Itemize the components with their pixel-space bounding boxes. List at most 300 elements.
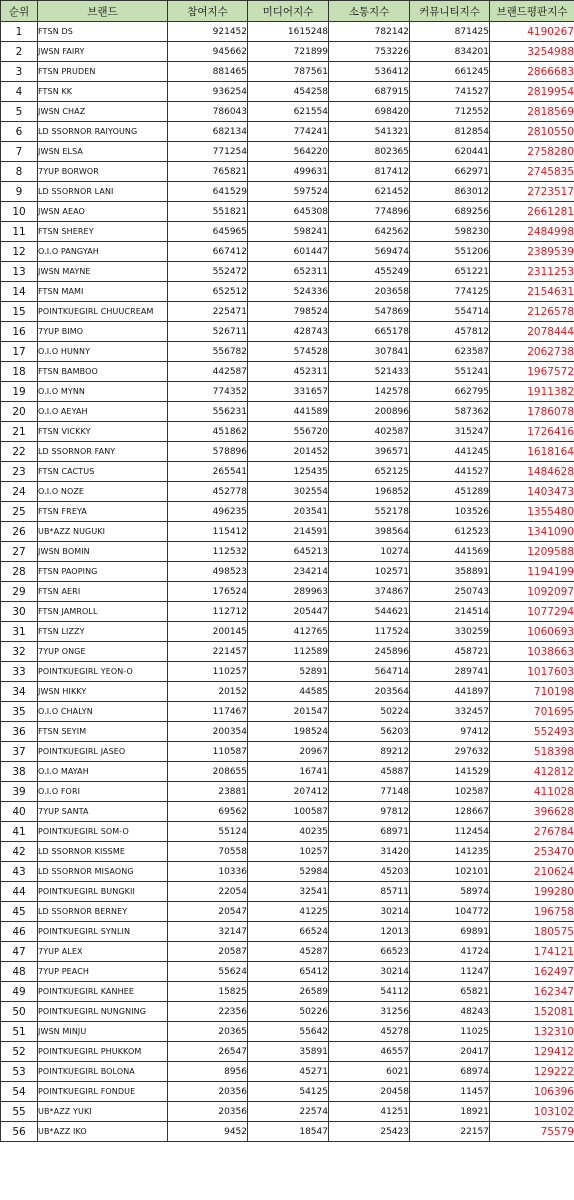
communication-index-cell: 45203 xyxy=(329,862,410,882)
brand-cell: POINTKUEGIRL PHUKKOM xyxy=(38,1042,168,1062)
communication-index-cell: 30214 xyxy=(329,902,410,922)
brand-cell: JWSN CHAZ xyxy=(38,102,168,122)
participation-index-cell: 442587 xyxy=(168,362,248,382)
communication-index-cell: 374867 xyxy=(329,582,410,602)
participation-index-cell: 9452 xyxy=(168,1122,248,1142)
media-index-cell: 302554 xyxy=(248,482,329,502)
community-index-cell: 834201 xyxy=(410,42,490,62)
media-index-cell: 428743 xyxy=(248,322,329,342)
brand-cell: FTSN JAMROLL xyxy=(38,602,168,622)
table-body xyxy=(1,22,574,1142)
brand-reputation-index-cell: 129222 xyxy=(490,1062,574,1082)
media-index-cell: 441589 xyxy=(248,402,329,422)
participation-index-cell: 15825 xyxy=(168,982,248,1002)
communication-index-cell: 30214 xyxy=(329,962,410,982)
media-index-cell: 40235 xyxy=(248,822,329,842)
participation-index-cell: 556231 xyxy=(168,402,248,422)
participation-index-cell: 117467 xyxy=(168,702,248,722)
brand-cell: O.I.O MAYAH xyxy=(38,762,168,782)
communication-index-cell: 10274 xyxy=(329,542,410,562)
brand-cell: FTSN CACTUS xyxy=(38,462,168,482)
table-row xyxy=(1,502,574,522)
brand-cell: 7YUP ALEX xyxy=(38,942,168,962)
community-index-cell: 441569 xyxy=(410,542,490,562)
rank-cell: 21 xyxy=(1,422,38,442)
brand-reputation-index-cell: 2723517 xyxy=(490,182,574,202)
table-row xyxy=(1,322,574,342)
table-row xyxy=(1,462,574,482)
brand-reputation-index-cell: 2154631 xyxy=(490,282,574,302)
brand-reputation-index-cell: 2819954 xyxy=(490,82,574,102)
community-index-cell: 661245 xyxy=(410,62,490,82)
community-index-cell: 612523 xyxy=(410,522,490,542)
brand-cell: 7YUP SANTA xyxy=(38,802,168,822)
table-row xyxy=(1,242,574,262)
media-index-cell: 205447 xyxy=(248,602,329,622)
media-index-cell: 645308 xyxy=(248,202,329,222)
participation-index-cell: 112712 xyxy=(168,602,248,622)
media-index-cell: 26589 xyxy=(248,982,329,1002)
media-index-cell: 198524 xyxy=(248,722,329,742)
table-row xyxy=(1,162,574,182)
rank-cell: 12 xyxy=(1,242,38,262)
communication-index-cell: 25423 xyxy=(329,1122,410,1142)
brand-cell: 7YUP BIMO xyxy=(38,322,168,342)
rank-cell: 34 xyxy=(1,682,38,702)
participation-index-cell: 667412 xyxy=(168,242,248,262)
rank-cell: 36 xyxy=(1,722,38,742)
community-index-cell: 214514 xyxy=(410,602,490,622)
communication-index-cell: 142578 xyxy=(329,382,410,402)
brand-cell: POINTKUEGIRL NUNGNING xyxy=(38,1002,168,1022)
brand-cell: O.I.O MYNN xyxy=(38,382,168,402)
brand-cell: POINTKUEGIRL BOLONA xyxy=(38,1062,168,1082)
communication-index-cell: 89212 xyxy=(329,742,410,762)
communication-index-cell: 54112 xyxy=(329,982,410,1002)
communication-index-cell: 117524 xyxy=(329,622,410,642)
community-index-cell: 330259 xyxy=(410,622,490,642)
brand-reputation-index-cell: 1403473 xyxy=(490,482,574,502)
participation-index-cell: 20547 xyxy=(168,902,248,922)
participation-index-cell: 451862 xyxy=(168,422,248,442)
table-row xyxy=(1,862,574,882)
header-community-index: 커뮤니티지수 xyxy=(410,1,490,22)
brand-cell: POINTKUEGIRL YEON-O xyxy=(38,662,168,682)
media-index-cell: 66524 xyxy=(248,922,329,942)
media-index-cell: 1615248 xyxy=(248,22,329,42)
community-index-cell: 128667 xyxy=(410,802,490,822)
rank-cell: 4 xyxy=(1,82,38,102)
table-row xyxy=(1,1102,574,1122)
brand-reputation-index-cell: 2758280 xyxy=(490,142,574,162)
rank-cell: 45 xyxy=(1,902,38,922)
media-index-cell: 234214 xyxy=(248,562,329,582)
table-row xyxy=(1,902,574,922)
media-index-cell: 54125 xyxy=(248,1082,329,1102)
media-index-cell: 574528 xyxy=(248,342,329,362)
participation-index-cell: 110257 xyxy=(168,662,248,682)
rank-cell: 17 xyxy=(1,342,38,362)
media-index-cell: 65412 xyxy=(248,962,329,982)
brand-cell: JWSN HIKKY xyxy=(38,682,168,702)
brand-cell: POINTKUEGIRL FONDUE xyxy=(38,1082,168,1102)
brand-cell: JWSN BOMIN xyxy=(38,542,168,562)
table-row xyxy=(1,642,574,662)
community-index-cell: 623587 xyxy=(410,342,490,362)
communication-index-cell: 698420 xyxy=(329,102,410,122)
participation-index-cell: 23881 xyxy=(168,782,248,802)
brand-reputation-index-cell: 1209588 xyxy=(490,542,574,562)
participation-index-cell: 112532 xyxy=(168,542,248,562)
community-index-cell: 68974 xyxy=(410,1062,490,1082)
community-index-cell: 41724 xyxy=(410,942,490,962)
brand-reputation-index-cell: 412812 xyxy=(490,762,574,782)
community-index-cell: 11247 xyxy=(410,962,490,982)
participation-index-cell: 20587 xyxy=(168,942,248,962)
brand-cell: FTSN PRUDEN xyxy=(38,62,168,82)
participation-index-cell: 176524 xyxy=(168,582,248,602)
community-index-cell: 689256 xyxy=(410,202,490,222)
table-row xyxy=(1,482,574,502)
brand-cell: POINTKUEGIRL KANHEE xyxy=(38,982,168,1002)
table-row xyxy=(1,102,574,122)
community-index-cell: 141235 xyxy=(410,842,490,862)
participation-index-cell: 498523 xyxy=(168,562,248,582)
rank-cell: 47 xyxy=(1,942,38,962)
media-index-cell: 774241 xyxy=(248,122,329,142)
communication-index-cell: 569474 xyxy=(329,242,410,262)
communication-index-cell: 402587 xyxy=(329,422,410,442)
brand-reputation-index-cell: 2745835 xyxy=(490,162,574,182)
brand-cell: LD SSORNOR FANY xyxy=(38,442,168,462)
brand-reputation-index-cell: 253470 xyxy=(490,842,574,862)
participation-index-cell: 771254 xyxy=(168,142,248,162)
media-index-cell: 652311 xyxy=(248,262,329,282)
community-index-cell: 332457 xyxy=(410,702,490,722)
participation-index-cell: 69562 xyxy=(168,802,248,822)
brand-cell: UB*AZZ YUKI xyxy=(38,1102,168,1122)
participation-index-cell: 526711 xyxy=(168,322,248,342)
media-index-cell: 798524 xyxy=(248,302,329,322)
table-row xyxy=(1,942,574,962)
participation-index-cell: 20356 xyxy=(168,1102,248,1122)
media-index-cell: 452311 xyxy=(248,362,329,382)
rank-cell: 48 xyxy=(1,962,38,982)
brand-cell: 7YUP PEACH xyxy=(38,962,168,982)
brand-reputation-index-cell: 552493 xyxy=(490,722,574,742)
brand-reputation-index-cell: 4190267 xyxy=(490,22,574,42)
header-brand: 브랜드 xyxy=(38,1,168,22)
table-row xyxy=(1,722,574,742)
community-index-cell: 65821 xyxy=(410,982,490,1002)
brand-cell: 7YUP BORWOR xyxy=(38,162,168,182)
table-row xyxy=(1,222,574,242)
brand-cell: O.I.O CHALYN xyxy=(38,702,168,722)
header-communication-index: 소통지수 xyxy=(329,1,410,22)
brand-reputation-index-cell: 1038663 xyxy=(490,642,574,662)
communication-index-cell: 203564 xyxy=(329,682,410,702)
rank-cell: 10 xyxy=(1,202,38,222)
community-index-cell: 441527 xyxy=(410,462,490,482)
communication-index-cell: 652125 xyxy=(329,462,410,482)
community-index-cell: 774125 xyxy=(410,282,490,302)
community-index-cell: 11025 xyxy=(410,1022,490,1042)
participation-index-cell: 22054 xyxy=(168,882,248,902)
community-index-cell: 141529 xyxy=(410,762,490,782)
brand-reputation-index-cell: 2661281 xyxy=(490,202,574,222)
table-row xyxy=(1,822,574,842)
community-index-cell: 289741 xyxy=(410,662,490,682)
communication-index-cell: 455249 xyxy=(329,262,410,282)
communication-index-cell: 77148 xyxy=(329,782,410,802)
community-index-cell: 11457 xyxy=(410,1082,490,1102)
table-row xyxy=(1,742,574,762)
community-index-cell: 451289 xyxy=(410,482,490,502)
communication-index-cell: 56203 xyxy=(329,722,410,742)
community-index-cell: 112454 xyxy=(410,822,490,842)
participation-index-cell: 70558 xyxy=(168,842,248,862)
communication-index-cell: 536412 xyxy=(329,62,410,82)
communication-index-cell: 31420 xyxy=(329,842,410,862)
communication-index-cell: 6021 xyxy=(329,1062,410,1082)
community-index-cell: 620441 xyxy=(410,142,490,162)
table-row xyxy=(1,42,574,62)
brand-cell: LD SSORNOR MISAONG xyxy=(38,862,168,882)
community-index-cell: 662795 xyxy=(410,382,490,402)
rank-cell: 3 xyxy=(1,62,38,82)
table-row xyxy=(1,982,574,1002)
brand-reputation-index-cell: 152081 xyxy=(490,1002,574,1022)
brand-cell: O.I.O HUNNY xyxy=(38,342,168,362)
table-row xyxy=(1,362,574,382)
brand-reputation-index-cell: 2078444 xyxy=(490,322,574,342)
communication-index-cell: 544621 xyxy=(329,602,410,622)
participation-index-cell: 32147 xyxy=(168,922,248,942)
rank-cell: 29 xyxy=(1,582,38,602)
brand-cell: JWSN AEAO xyxy=(38,202,168,222)
participation-index-cell: 115412 xyxy=(168,522,248,542)
participation-index-cell: 265541 xyxy=(168,462,248,482)
community-index-cell: 97412 xyxy=(410,722,490,742)
rank-cell: 38 xyxy=(1,762,38,782)
brand-reputation-index-cell: 1017603 xyxy=(490,662,574,682)
brand-cell: LD SSORNOR LANI xyxy=(38,182,168,202)
community-index-cell: 457812 xyxy=(410,322,490,342)
brand-reputation-index-cell: 75579 xyxy=(490,1122,574,1142)
communication-index-cell: 642562 xyxy=(329,222,410,242)
brand-reputation-index-cell: 162347 xyxy=(490,982,574,1002)
brand-cell: O.I.O NOZE xyxy=(38,482,168,502)
brand-reputation-index-cell: 2126578 xyxy=(490,302,574,322)
participation-index-cell: 20365 xyxy=(168,1022,248,1042)
communication-index-cell: 564714 xyxy=(329,662,410,682)
communication-index-cell: 245896 xyxy=(329,642,410,662)
table-row xyxy=(1,422,574,442)
community-index-cell: 551206 xyxy=(410,242,490,262)
table-row xyxy=(1,62,574,82)
participation-index-cell: 652512 xyxy=(168,282,248,302)
rank-cell: 28 xyxy=(1,562,38,582)
community-index-cell: 662971 xyxy=(410,162,490,182)
table-row xyxy=(1,682,574,702)
communication-index-cell: 196852 xyxy=(329,482,410,502)
brand-cell: FTSN SHEREY xyxy=(38,222,168,242)
table-row xyxy=(1,342,574,362)
rank-cell: 43 xyxy=(1,862,38,882)
rank-cell: 55 xyxy=(1,1102,38,1122)
community-index-cell: 441897 xyxy=(410,682,490,702)
brand-reputation-index-cell: 701695 xyxy=(490,702,574,722)
rank-cell: 15 xyxy=(1,302,38,322)
brand-reputation-index-cell: 1484628 xyxy=(490,462,574,482)
communication-index-cell: 541321 xyxy=(329,122,410,142)
community-index-cell: 103526 xyxy=(410,502,490,522)
rank-cell: 33 xyxy=(1,662,38,682)
community-index-cell: 587362 xyxy=(410,402,490,422)
participation-index-cell: 200354 xyxy=(168,722,248,742)
brand-cell: FTSN KK xyxy=(38,82,168,102)
header-brand-reputation-index: 브랜드평판지수 xyxy=(490,1,574,22)
brand-reputation-index-cell: 1194199 xyxy=(490,562,574,582)
communication-index-cell: 200896 xyxy=(329,402,410,422)
rank-cell: 16 xyxy=(1,322,38,342)
brand-reputation-index-cell: 2866683 xyxy=(490,62,574,82)
participation-index-cell: 641529 xyxy=(168,182,248,202)
table-row xyxy=(1,562,574,582)
rank-cell: 52 xyxy=(1,1042,38,1062)
community-index-cell: 871425 xyxy=(410,22,490,42)
participation-index-cell: 936254 xyxy=(168,82,248,102)
media-index-cell: 645213 xyxy=(248,542,329,562)
rank-cell: 18 xyxy=(1,362,38,382)
brand-cell: POINTKUEGIRL SOM-O xyxy=(38,822,168,842)
participation-index-cell: 452778 xyxy=(168,482,248,502)
rank-cell: 46 xyxy=(1,922,38,942)
participation-index-cell: 225471 xyxy=(168,302,248,322)
brand-cell: O.I.O AEYAH xyxy=(38,402,168,422)
brand-reputation-index-cell: 276784 xyxy=(490,822,574,842)
media-index-cell: 203541 xyxy=(248,502,329,522)
community-index-cell: 22157 xyxy=(410,1122,490,1142)
rank-cell: 9 xyxy=(1,182,38,202)
participation-index-cell: 786043 xyxy=(168,102,248,122)
communication-index-cell: 66523 xyxy=(329,942,410,962)
community-index-cell: 458721 xyxy=(410,642,490,662)
table-row xyxy=(1,622,574,642)
table-row xyxy=(1,802,574,822)
rank-cell: 56 xyxy=(1,1122,38,1142)
brand-reputation-index-cell: 180575 xyxy=(490,922,574,942)
media-index-cell: 524336 xyxy=(248,282,329,302)
rank-cell: 44 xyxy=(1,882,38,902)
brand-reputation-index-cell: 1341090 xyxy=(490,522,574,542)
community-index-cell: 741527 xyxy=(410,82,490,102)
media-index-cell: 55642 xyxy=(248,1022,329,1042)
media-index-cell: 201452 xyxy=(248,442,329,462)
rank-cell: 6 xyxy=(1,122,38,142)
communication-index-cell: 31256 xyxy=(329,1002,410,1022)
communication-index-cell: 97812 xyxy=(329,802,410,822)
community-index-cell: 104772 xyxy=(410,902,490,922)
rank-cell: 37 xyxy=(1,742,38,762)
rank-cell: 8 xyxy=(1,162,38,182)
table-row xyxy=(1,382,574,402)
brand-reputation-index-cell: 2818569 xyxy=(490,102,574,122)
rank-cell: 11 xyxy=(1,222,38,242)
communication-index-cell: 687915 xyxy=(329,82,410,102)
brand-reputation-index-cell: 162497 xyxy=(490,962,574,982)
table-row xyxy=(1,302,574,322)
communication-index-cell: 50224 xyxy=(329,702,410,722)
rank-cell: 53 xyxy=(1,1062,38,1082)
brand-reputation-index-cell: 132310 xyxy=(490,1022,574,1042)
brand-cell: FTSN BAMBOO xyxy=(38,362,168,382)
rank-cell: 27 xyxy=(1,542,38,562)
rank-cell: 49 xyxy=(1,982,38,1002)
header-rank: 순위 xyxy=(1,1,38,22)
media-index-cell: 16741 xyxy=(248,762,329,782)
communication-index-cell: 802365 xyxy=(329,142,410,162)
rank-cell: 30 xyxy=(1,602,38,622)
community-index-cell: 58974 xyxy=(410,882,490,902)
brand-reputation-index-cell: 199280 xyxy=(490,882,574,902)
communication-index-cell: 68971 xyxy=(329,822,410,842)
table-row xyxy=(1,962,574,982)
rank-cell: 41 xyxy=(1,822,38,842)
community-index-cell: 712552 xyxy=(410,102,490,122)
table-row xyxy=(1,182,574,202)
table-row xyxy=(1,842,574,862)
media-index-cell: 207412 xyxy=(248,782,329,802)
brand-reputation-index-cell: 1077294 xyxy=(490,602,574,622)
brand-reputation-index-cell: 3254988 xyxy=(490,42,574,62)
table-row xyxy=(1,662,574,682)
table-row xyxy=(1,522,574,542)
brand-reputation-index-cell: 106396 xyxy=(490,1082,574,1102)
media-index-cell: 44585 xyxy=(248,682,329,702)
participation-index-cell: 208655 xyxy=(168,762,248,782)
media-index-cell: 52891 xyxy=(248,662,329,682)
brand-cell: UB*AZZ NUGUKI xyxy=(38,522,168,542)
media-index-cell: 112589 xyxy=(248,642,329,662)
communication-index-cell: 45887 xyxy=(329,762,410,782)
media-index-cell: 454258 xyxy=(248,82,329,102)
table-row xyxy=(1,282,574,302)
table-row xyxy=(1,202,574,222)
media-index-cell: 10257 xyxy=(248,842,329,862)
table-row xyxy=(1,82,574,102)
community-index-cell: 102101 xyxy=(410,862,490,882)
table-row xyxy=(1,762,574,782)
communication-index-cell: 782142 xyxy=(329,22,410,42)
brand-reputation-index-cell: 196758 xyxy=(490,902,574,922)
rank-cell: 39 xyxy=(1,782,38,802)
participation-index-cell: 10336 xyxy=(168,862,248,882)
rank-cell: 25 xyxy=(1,502,38,522)
brand-reputation-index-cell: 129412 xyxy=(490,1042,574,1062)
media-index-cell: 201547 xyxy=(248,702,329,722)
participation-index-cell: 881465 xyxy=(168,62,248,82)
brand-cell: JWSN FAIRY xyxy=(38,42,168,62)
community-index-cell: 315247 xyxy=(410,422,490,442)
brand-reputation-index-cell: 710198 xyxy=(490,682,574,702)
rank-cell: 35 xyxy=(1,702,38,722)
brand-reputation-index-cell: 1060693 xyxy=(490,622,574,642)
header-media-index: 미디어지수 xyxy=(248,1,329,22)
media-index-cell: 721899 xyxy=(248,42,329,62)
participation-index-cell: 110587 xyxy=(168,742,248,762)
brand-cell: POINTKUEGIRL CHUUCREAM xyxy=(38,302,168,322)
